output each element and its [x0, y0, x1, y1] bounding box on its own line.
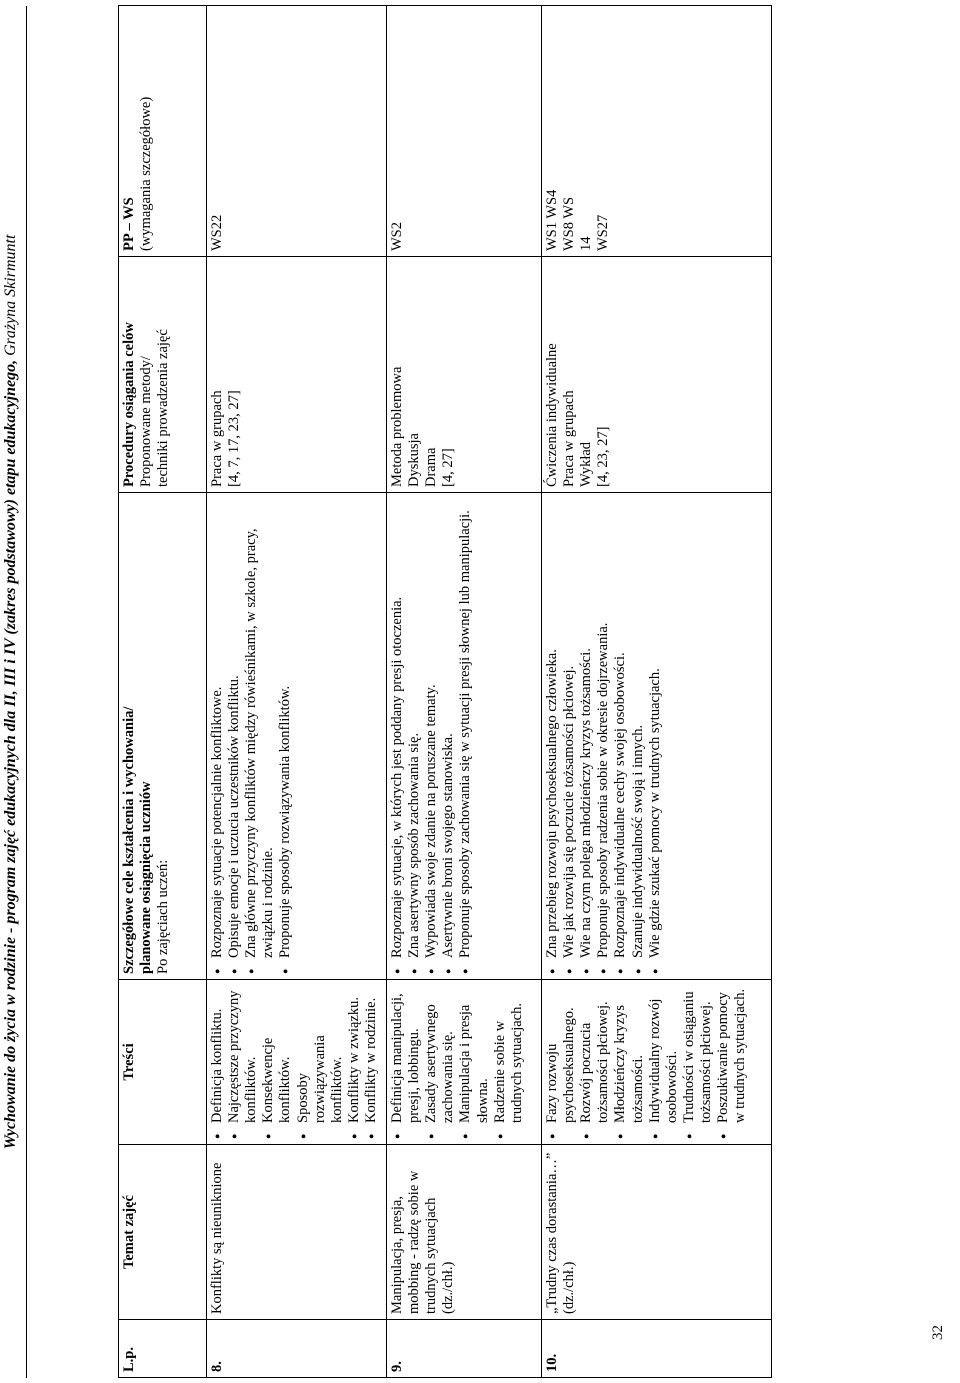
header-topic: Temat zajęć: [119, 1145, 207, 1320]
header-goals-line2: planowane osiągnięcia uczniów: [138, 781, 155, 974]
list-item: ● Indywidualny rozwój osobowości.: [647, 985, 681, 1123]
header-procedures-sub2: techniki prowadzenia zajęć: [155, 329, 172, 487]
list-item: ● Młodzieńczy kryzys tożsamości.: [612, 985, 646, 1123]
procedure-line: Wykład: [578, 441, 595, 487]
row-pp: [387, 6, 542, 257]
list-item: ● Proponuje sposoby rozwiązywania konfliktów.: [277, 498, 294, 958]
header-pp: [119, 6, 207, 257]
pp-line: WS27: [595, 214, 612, 251]
procedure-line: Drama: [423, 447, 440, 487]
pp-line: WS8 WS: [561, 196, 578, 251]
pp-line: WS22: [209, 214, 225, 251]
list-item: ● Konflikty w rodzinie.: [363, 985, 380, 1123]
row-pp: [542, 6, 772, 257]
list-item: ● Definicja manipulacji, presji, lobbingu.: [389, 985, 423, 1123]
list-item: ● Rozpoznaje indywidualne cechy swojej osobowości.: [612, 498, 629, 958]
list-item: ● Definicja konfliktu.: [209, 985, 226, 1123]
list-item: ● Trudności w osiąganiu tożsamości płciowej.: [681, 985, 715, 1123]
row-goals: [207, 493, 387, 980]
list-item: ● Proponuje sposoby zachowania się w sytuacji presji słownej lub manipulacji.: [457, 498, 474, 958]
list-item: ● Rozpoznaje sytuacje, w których jest poddany presji otoczenia.: [389, 498, 406, 958]
list-item: ● Zna przebieg rozwoju psychoseksualnego człowieka.: [544, 498, 561, 958]
table-row: [542, 6, 772, 1378]
header-pp-sub: (wymagania szczegółowe): [138, 96, 155, 251]
procedure-line: [4, 27]: [440, 448, 457, 487]
list-item: ● Konflikty w związku.: [346, 985, 363, 1123]
procedure-line: Praca w grupach: [561, 390, 578, 487]
list-item: ● Zna główne przyczyny konfliktów między rówieśnikami, w szkole, pracy, związku i rodzinie.: [243, 498, 277, 958]
list-item: ● Manipulacja i presja słowna.: [457, 985, 491, 1123]
header-goals: [119, 493, 207, 980]
row-content: [387, 980, 542, 1145]
list-item: ● Radzenie sobie w trudnych sytuacjach.: [492, 985, 526, 1123]
list-item: ● Wypowiada swoje zdanie na poruszane tematy.: [423, 498, 440, 958]
header-pp-title: PP – WS: [121, 197, 137, 251]
header-goals-sub: Po zajęciach uczeń:: [155, 859, 172, 974]
list-item: ● Asertywnie broni swojego stanowiska.: [440, 498, 457, 958]
procedure-line: Praca w grupach: [209, 390, 225, 487]
list-item: ● Wie jak rozwija się poczucie tożsamości płciowej.: [561, 498, 578, 958]
list-item: ● Sposoby rozwiązywania konfliktów.: [295, 985, 346, 1123]
header-lp: L.p.: [119, 1320, 207, 1378]
row-goals: [542, 493, 772, 980]
pp-line: 14: [578, 236, 595, 251]
table-header-row: [119, 6, 207, 1378]
list-item: ● Zasady asertywnego zachowania się.: [423, 985, 457, 1123]
row-goals: [387, 493, 542, 980]
document-header: [2, 6, 28, 1378]
row-procedures: [542, 257, 772, 493]
list-item: ● Fazy rozwoju psychoseksualnego.: [544, 985, 578, 1123]
row-topic: Konflikty są nieuniknione: [207, 1145, 387, 1320]
row-lp: 8.: [207, 1320, 387, 1378]
procedure-line: Ćwiczenia indywidualne: [544, 343, 560, 487]
list-item: ● Poszukiwanie pomocy w trudnych sytuacjach.: [715, 985, 749, 1123]
row-topic: Manipulacja, presja, mobbing - radzę sobie w trudnych sytuacjach (dz./chł.): [387, 1145, 542, 1320]
row-procedures: [207, 257, 387, 493]
row-pp: [207, 6, 387, 257]
row-procedures: [387, 257, 542, 493]
list-item: ● Zna asertywny sposób zachowania się.: [406, 498, 423, 958]
row-topic: „Trudny czas dorastania…” (dz./chł.): [542, 1145, 772, 1320]
curriculum-table: [118, 5, 772, 1378]
header-title: Wychowanie do życia w rodzinie - program zajęć edukacyjnych dla II, III i IV (zakres podstawowy) etapu edukacyjnego,: [2, 359, 19, 1150]
header-content: Treści: [119, 980, 207, 1145]
header-author: Grażyna Skirmuntt: [2, 234, 19, 356]
list-item: ● Konsekwencje konfliktów.: [260, 985, 294, 1123]
procedure-line: Dyskusja: [406, 433, 423, 487]
procedure-line: [4, 23, 27]: [595, 426, 612, 487]
page-number: 32: [930, 1325, 946, 1340]
procedure-line: [4, 7, 17, 23, 27]: [226, 390, 243, 487]
row-content: [207, 980, 387, 1145]
pp-line: WS2: [389, 222, 405, 251]
procedure-line: Metoda problemowa: [389, 366, 405, 487]
list-item: ● Szanuje indywidualność swoją i innych.: [630, 498, 647, 958]
list-item: ● Najczęstsze przyczyny konfliktów.: [226, 985, 260, 1123]
list-item: ● Proponuje sposoby radzenia sobie w okresie dojrzewania.: [595, 498, 612, 958]
list-item: ● Opisuje emocje i uczucia uczestników konfliktu.: [226, 498, 243, 958]
list-item: ● Rozwój poczucia tożsamości płciowej.: [578, 985, 612, 1123]
list-item: ● Wie gdzie szukać pomocy w trudnych sytuacjach.: [647, 498, 664, 958]
list-item: ● Wie na czym polega młodzieńczy kryzys tożsamości.: [578, 498, 595, 958]
row-lp: 9.: [387, 1320, 542, 1378]
header-procedures-title: Procedury osiągania celów: [121, 322, 137, 487]
row-content: [542, 980, 772, 1145]
header-procedures: [119, 257, 207, 493]
pp-line: WS1 WS4: [544, 189, 560, 251]
row-lp: 10.: [542, 1320, 772, 1378]
header-goals-line1: Szczegółowe cele kształcenia i wychowania/: [121, 706, 137, 974]
table-row: [207, 6, 387, 1378]
list-item: ● Rozpoznaje sytuacje potencjalnie konfliktowe.: [209, 498, 226, 958]
curriculum-table-wrapper: [118, 6, 772, 1378]
table-row: [387, 6, 542, 1378]
header-procedures-sub1: Proponowane metody/: [138, 356, 155, 487]
